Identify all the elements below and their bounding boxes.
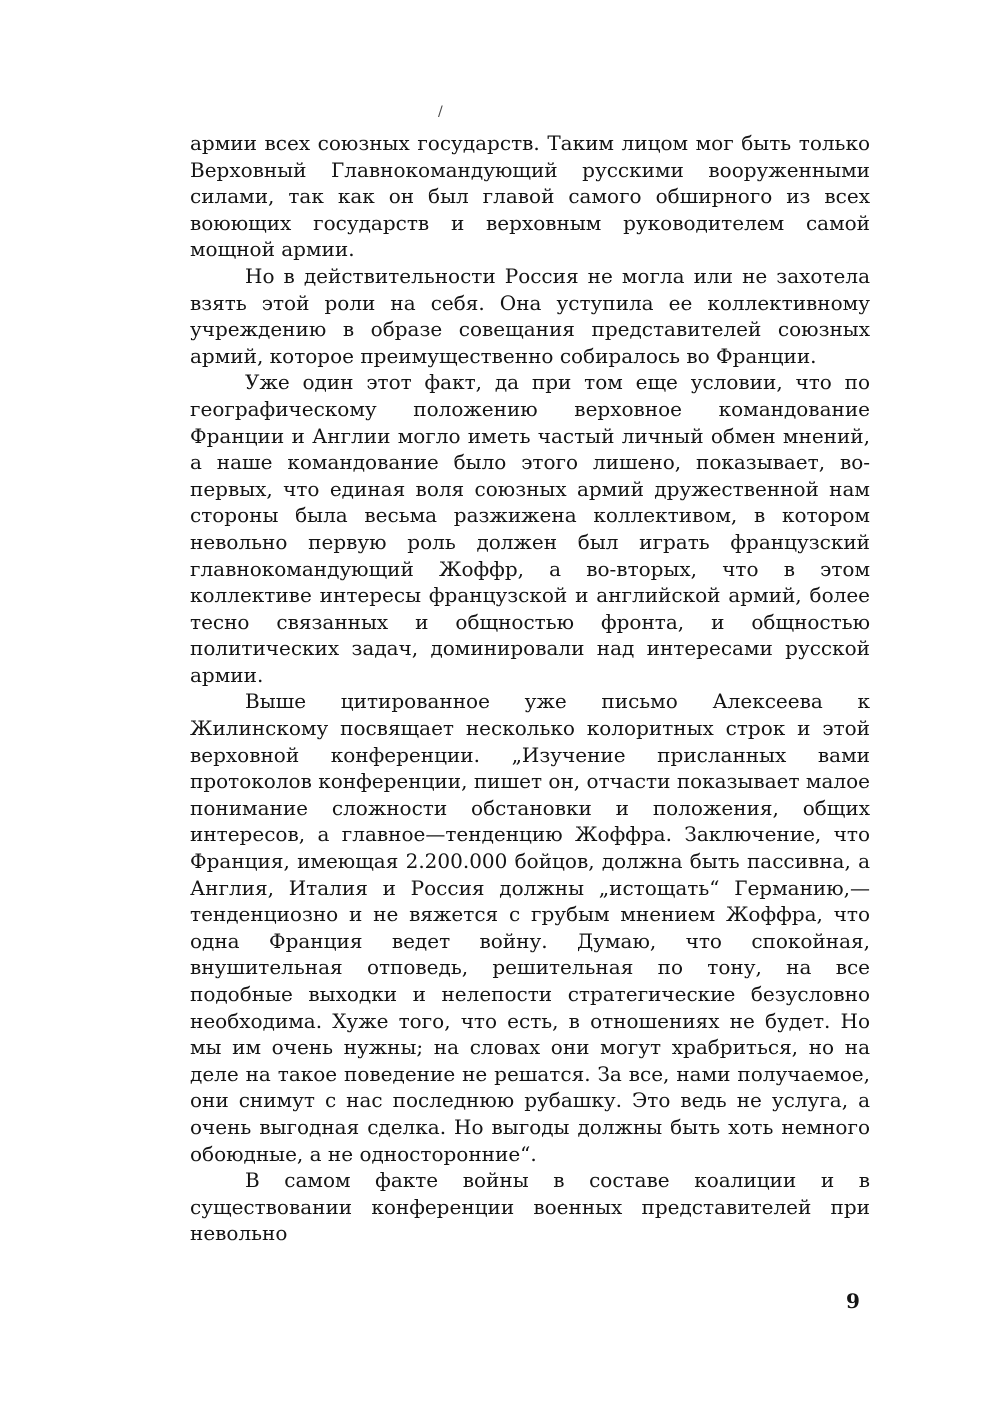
paragraph-5: В самом факте войны в составе коалиции и в существовании конференции военных представителей при невольно [190,1168,870,1246]
paragraph-1: армии всех союзных государств. Таким лицом мог быть только Верховный Главнокомандующий русскими вооруженными силами, так как он был главой самого обширного из всех воюющих государств и верховным руководителем самой мощной армии. [190,131,870,262]
page-number: 9 [846,1289,860,1313]
stray-mark: / [438,104,443,120]
paragraph-3: Уже один этот факт, да при том еще условии, что по географическому положению верховное командование Франции и Англии могло иметь частый личный обмен мнений, а наше командование было этого лишено, показывает, во-первых, что единая воля союзных армий дружественной нам стороны была весьма разжижена коллективом, в котором невольно первую роль должен был играть французский главнокомандующий Жоффр, а во-вторых, что в этом коллективе интересы французской и английской армий, более тесно связанных и общностью фронта, и общностью политических задач, доминировали над интересами русской армии. [190,370,870,687]
paragraph-2: Но в действительности Россия не могла или не захотела взять этой роли на себя. Она уступила ее коллективному учреждению в образе совещания представителей союзных армий, которое преимущественно собиралось во Франции. [190,263,870,368]
paragraph-4: Выше цитированное уже письмо Алексеева к Жилинскому посвящает несколько колоритных строк и этой верховной конференции. „Изучение присланных вами протоколов конференции, пишет он, отчасти показывает малое понимание сложности обстановки и положения, общих интересов, а главное—тенденцию Жоффра. Заключение, что Франция, имеющая 2.200.000 бойцов, должна быть пассивна, а Англия, Италия и Россия должны „истощать“ Германию,—тенденциозно и не вяжется с грубым мнением Жоффра, что одна Франция ведет войну. Думаю, что спокойная, внушительная отповедь, решительная по тону, на все подобные выходки и нелепости стратегические безусловно необходима. Хуже того, что есть, в отношениях не будет. Но мы им очень нужны; на словах они могут храбриться, но на деле на такое поведение не решатся. За все, нами получаемое, они снимут с нас последнюю рубашку. Это ведь не услуга, а очень выгодная сделка. Но выгоды должны быть хоть немного обоюдные, а не односторонние“. [190,689,870,1166]
body-text [190,130,870,1247]
